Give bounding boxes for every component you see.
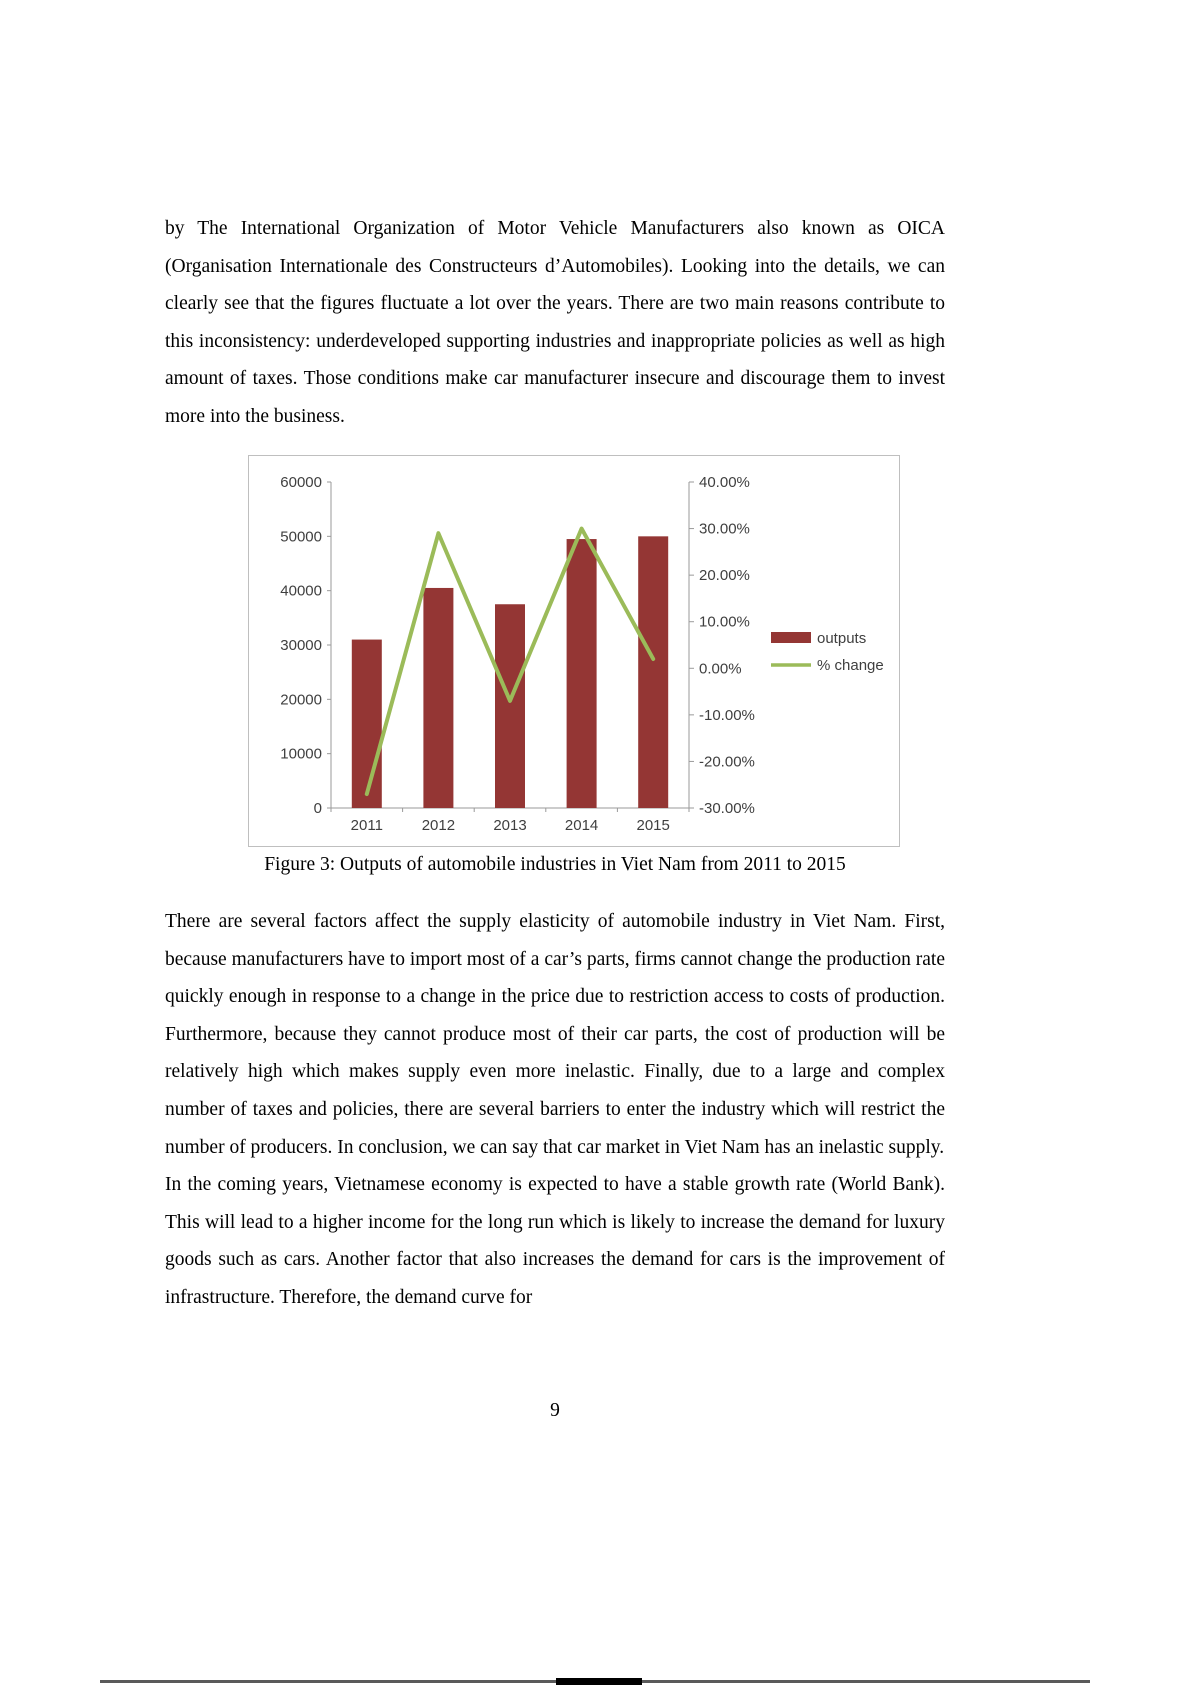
svg-text:-20.00%: -20.00%	[699, 753, 755, 771]
figure-3	[248, 455, 900, 847]
figure-caption: Figure 3: Outputs of automobile industries in Viet Nam from 2011 to 2015	[264, 854, 846, 875]
svg-text:40000: 40000	[280, 582, 322, 600]
svg-text:50000: 50000	[280, 528, 322, 546]
svg-text:60000: 60000	[280, 474, 322, 491]
figure-3-chart	[249, 456, 901, 848]
svg-text:-10.00%: -10.00%	[699, 706, 755, 724]
paragraph-2: There are several factors affect the supply elasticity of automobile industry in Viet Nam. First, because manufacturers have to import most of a car’s parts, firms cannot change the production rate quickly enough in response to a change in the price due to restriction access to costs of production. Furthermore, because they cannot produce most of their car parts, the cost of production will be relatively high which makes supply even more inelastic. Finally, due to a large and complex number of taxes and policies, there are several barriers to enter the industry which will restrict the number of producers. In conclusion, we can say that car market in Viet Nam has an inelastic supply.	[165, 911, 945, 1158]
svg-text:% change: % change	[817, 657, 884, 674]
svg-text:30.00%: 30.00%	[699, 520, 750, 538]
svg-text:2014: 2014	[564, 817, 599, 834]
svg-text:outputs: outputs	[817, 630, 867, 647]
paragraph-3: In the coming years, Vietnamese economy is expected to have a stable growth rate (World Bank). This will lead to a higher income for the long run which is likely to increase the demand for luxury goods such as cars. Another factor that also increases the demand for cars is the improvement of infrastructure. Therefore, the demand curve for	[165, 1174, 945, 1308]
svg-text:20000: 20000	[280, 691, 322, 709]
svg-text:20.00%: 20.00%	[699, 567, 750, 585]
body-text-block	[165, 903, 945, 1317]
page-number: 9	[550, 1400, 560, 1421]
svg-text:2011: 2011	[350, 817, 383, 834]
svg-text:-30.00%: -30.00%	[699, 800, 755, 817]
bottom-edge-artifact-dark	[556, 1678, 642, 1685]
svg-text:30000: 30000	[280, 637, 322, 654]
svg-text:10.00%: 10.00%	[699, 613, 750, 631]
svg-text:10000: 10000	[280, 745, 322, 763]
svg-text:2015: 2015	[636, 817, 670, 834]
svg-text:40.00%: 40.00%	[699, 474, 750, 491]
svg-text:0.00%: 0.00%	[699, 660, 742, 678]
svg-text:2012: 2012	[421, 817, 456, 834]
svg-text:0: 0	[313, 800, 322, 817]
paragraph-1: by The International Organization of Motor Vehicle Manufacturers also known as OICA (Organisation Internationale des Constructeurs d’Automobiles). Looking into the details, we can clearly see that the figures fluctuate a lot over the years. There are two main reasons contribute to this inconsistency: underdeveloped supporting industries and inappropriate policies as well as high amount of taxes. Those conditions make car manufacturer insecure and discourage them to invest more into the business.	[165, 218, 945, 427]
svg-text:2013: 2013	[493, 817, 527, 834]
